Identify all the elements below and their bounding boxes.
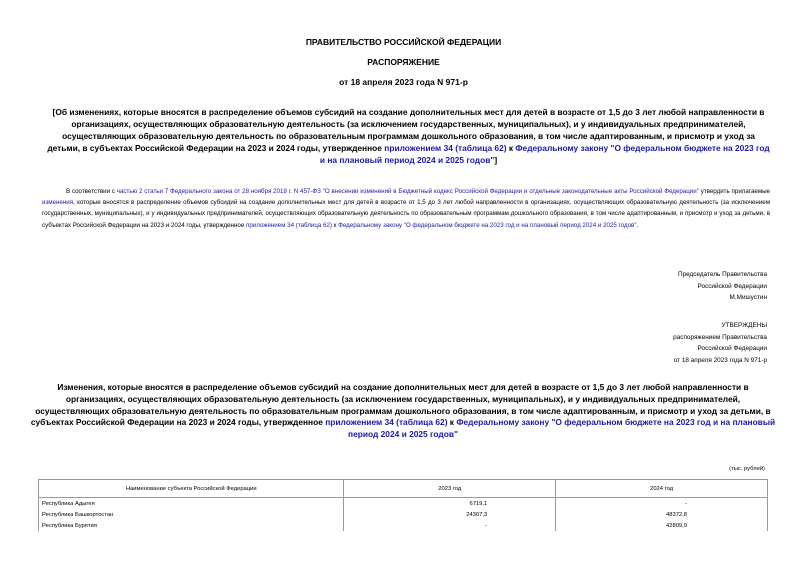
para-text-5: . xyxy=(636,221,639,229)
table-row xyxy=(39,520,768,531)
title-text-2: к xyxy=(506,143,516,153)
subsidy-table xyxy=(38,479,768,531)
region-name: Республика Башкортостан xyxy=(39,509,344,520)
para-text-1: В соответствии с xyxy=(66,188,117,195)
table-units: (тыс. рублей) xyxy=(729,466,765,472)
para-text-4: к xyxy=(332,221,339,229)
title-text-3: ] xyxy=(494,155,498,165)
region-name: Республика Бурятия xyxy=(39,520,344,531)
para-link-appendix[interactable]: приложением 34 (таблица 62) xyxy=(246,221,333,229)
approval-line-1: УТВЕРЖДЕНЫ xyxy=(721,322,767,329)
para-link-federal-law-457[interactable]: частью 2 статьи 7 Федерального закона от 28 ноября 2018 г. N 457-ФЗ "О внесении изменений в Бюджетный кодекс Российской Федерации и отдельные законодательные акты Российской Федерации" xyxy=(116,188,699,195)
signature-line-1: Председатель Правительства xyxy=(678,271,767,278)
value-2023: 6719,1 xyxy=(344,498,556,510)
header-2023: 2023 год xyxy=(344,480,556,498)
approval-line-2: распоряжением Правительства xyxy=(673,333,767,341)
region-name: Республика Адыгея xyxy=(39,498,344,510)
document-title xyxy=(46,106,771,166)
changes-title-link-appendix[interactable]: приложением 34 (таблица 62) xyxy=(325,417,448,428)
changes-title xyxy=(30,382,776,441)
signature-line-2: Российской Федерации xyxy=(697,282,767,290)
para-text-3: , которые вносятся в распределение объемов субсидий на создание дополнительных мест для детей в возрасте от 1,5 до 3 лет любой направленности в организациях, осуществляющих образовательную деятельность (за исключением государственных, муниципальных), и у индивидуальных предпринимателей, осуществляющих образовательную деятельность по образовательным программам дошкольного образования, в том числе адаптированным, и присмотр и уход за детьми, в субъектах Российской Федерации на 2023 и 2024 годы, утвержденное xyxy=(42,199,770,229)
title-link-appendix[interactable]: приложением 34 (таблица 62) xyxy=(384,143,507,153)
para-link-changes[interactable]: изменения xyxy=(42,199,74,207)
table-header-row xyxy=(39,480,768,498)
value-2023: - xyxy=(344,520,556,531)
value-2023: 24307,3 xyxy=(344,509,556,520)
changes-title-link-federal-law[interactable]: Федеральному закону "О федеральном бюджете на 2023 год и на плановый период 2024 и 2025 годов" xyxy=(348,417,776,440)
header-2024: 2024 год xyxy=(556,480,768,498)
signature-block xyxy=(678,269,767,304)
value-2024: - xyxy=(556,498,768,510)
title-link-federal-law[interactable]: Федеральному закону "О федеральном бюджете на 2023 год и на плановый период 2024 и 2025 годов" xyxy=(319,143,770,165)
government-heading: ПРАВИТЕЛЬСТВО РОССИЙСКОЙ ФЕДЕРАЦИИ xyxy=(305,37,502,47)
approval-block xyxy=(673,320,767,366)
title-text-1: [Об изменениях, которые вносятся в распределение объемов субсидий на создание дополнительных мест для детей в возрасте от 1,5 до 3 лет любой направленности в организациях, осуществляющих образовательную деятельность (за исключением государственных, муниципальных), и у индивидуальных предпринимателей, осуществляющих образовательную деятельность по образовательным программам дошкольного образования, в том числе адаптированным, и присмотр и уход за детьми, в субъектах Российской Федерации на 2023 и 2024 годы, утвержденное xyxy=(47,107,765,153)
para-text-2: утвердить прилагаемые xyxy=(698,188,770,195)
order-paragraph xyxy=(42,186,770,231)
table-row xyxy=(39,509,768,520)
table-row xyxy=(39,498,768,510)
value-2024: 42809,9 xyxy=(556,520,768,531)
changes-title-text-2: к xyxy=(447,417,457,428)
approval-line-3: Российской Федерации xyxy=(697,345,767,353)
document-type: РАСПОРЯЖЕНИЕ xyxy=(367,57,440,67)
para-link-budget-law[interactable]: Федеральному закону "О федеральном бюджете на 2023 год и на плановый период 2024 и 2025 годов" xyxy=(338,221,637,229)
header-region: Наименование субъекта Российской Федерации xyxy=(39,480,344,498)
changes-title-text-1: Изменения, которые вносятся в распределение объемов субсидий на создание дополнительных мест для детей в возрасте от 1,5 до 3 лет любой направленности в организациях, осуществляющих образовательную деятельность (за исключением государственных, муниципальных), и у индивидуальных предпринимателей, осуществляющих образовательную деятельность по образовательным программам дошкольного образования, в том числе адаптированным, и присмотр и уход за детьми, в субъектах Российской Федерации на 2023 и 2024 годы, утвержденное xyxy=(30,382,771,428)
document-date-number: от 18 апреля 2023 года N 971-р xyxy=(339,77,468,87)
approval-line-4: от 18 апреля 2023 года N 971-р xyxy=(673,356,767,364)
value-2024: 48372,8 xyxy=(556,509,768,520)
signature-name: М.Мишустин xyxy=(729,294,767,301)
